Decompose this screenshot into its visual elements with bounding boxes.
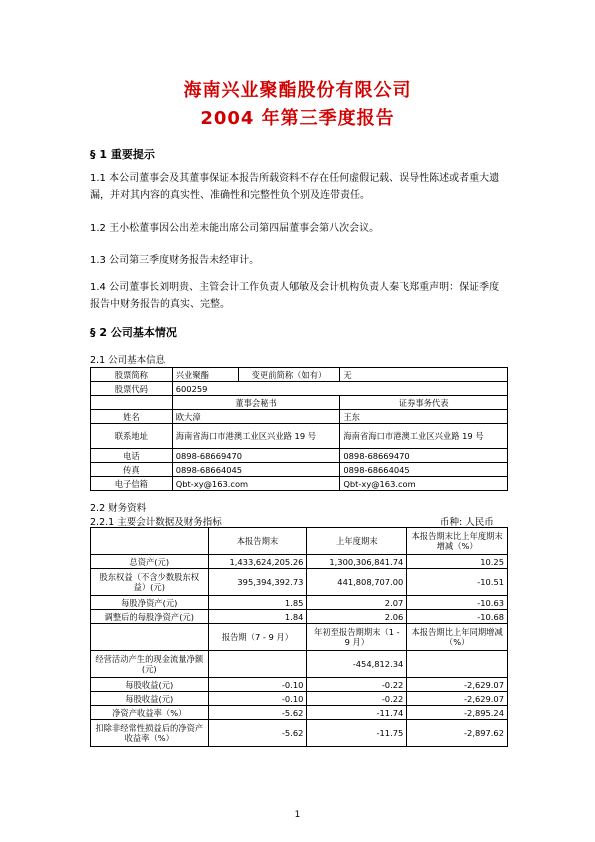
notice-1-4: 1.4 公司董事长刘明贵、主管会计工作负责人郇敏及会计机构负责人秦飞郑重声明：保证季度报告中财务报告的真实、完整。 — [90, 282, 500, 310]
cell-value: 1.85 — [208, 596, 307, 610]
cell-value: -10.63 — [407, 596, 508, 610]
header-period-end: 本报告期末 — [208, 528, 307, 555]
table-row — [91, 569, 508, 596]
table-row — [91, 396, 508, 410]
currency-note: 币种: 人民币 — [440, 517, 494, 528]
row-label: 经营活动产生的现金流量净额(元) — [91, 651, 209, 678]
cell-value: -0.22 — [307, 678, 407, 692]
page-number: 1 — [294, 810, 301, 820]
fax-label: 传真 — [91, 463, 173, 477]
section-1-heading: § 1 重要提示 — [90, 148, 155, 161]
cell-value: 441,808,707.00 — [307, 569, 407, 596]
section-2-heading: § 2 公司基本情况 — [90, 326, 177, 339]
row-label: 净资产收益率（%） — [91, 706, 209, 720]
table-row — [91, 382, 508, 396]
table-row — [91, 706, 508, 720]
header-prev-year-end: 上年度期末 — [307, 528, 407, 555]
cell-value: -10.68 — [407, 610, 508, 624]
cell-value: -10.51 — [407, 569, 508, 596]
cell-value: -0.22 — [307, 692, 407, 706]
table-row — [91, 624, 508, 651]
row-label: 总资产(元) — [91, 555, 209, 569]
row-label: 扣除非经常性损益后的净资产收益率（%） — [91, 720, 209, 747]
board-secretary-header: 董事会秘书 — [172, 396, 340, 410]
rep-email[interactable]: Qbt-xy@163.com — [340, 477, 508, 491]
cell-value: 2.06 — [307, 610, 407, 624]
name-label: 姓名 — [91, 410, 173, 424]
stock-code-label: 股票代码 — [91, 382, 173, 396]
notice-1-1: 1.1 本公司董事会及其董事保证本报告所载资料不存在任何虚假记载、误导性陈述或者重大遗漏，并对其内容的真实性、准确性和完整性负个别及连带责任。 — [90, 173, 500, 201]
cell-value: -454,812.34 — [307, 651, 407, 678]
cell-value: -0.10 — [208, 678, 307, 692]
stock-abbr-value: 兴业聚酯 — [172, 368, 238, 382]
securities-rep-header: 证券事务代表 — [340, 396, 508, 410]
table-row — [91, 449, 508, 463]
header-ytd: 年初至报告期期末（1 - 9 月） — [307, 624, 407, 651]
row-label: 每股净资产(元) — [91, 596, 209, 610]
table-row — [91, 424, 508, 449]
table-row — [91, 692, 508, 706]
notice-1-2: 1.2 王小松董事因公出差未能出席公司第四届董事会第八次会议。 — [90, 223, 380, 234]
row-label: 每股收益(元) — [91, 678, 209, 692]
table-row — [91, 368, 508, 382]
header-yoy-change: 本报告期比上年同期增减（%） — [407, 624, 508, 651]
notice-1-3: 1.3 公司第三季度财务报告未经审计。 — [90, 255, 260, 266]
cell-value: 1.84 — [208, 610, 307, 624]
cell-value: 1,300,306,841.74 — [307, 555, 407, 569]
cell-value: -5.62 — [208, 706, 307, 720]
table-row — [91, 410, 508, 424]
subsection-2-2: 2.2 财务资料 — [90, 503, 147, 514]
rep-tel: 0898-68669470 — [340, 449, 508, 463]
cell-value: -11.74 — [307, 706, 407, 720]
secretary-tel: 0898-68669470 — [172, 449, 340, 463]
company-info-table — [90, 367, 508, 491]
secretary-email[interactable]: Qbt-xy@163.com — [172, 477, 340, 491]
cell-value: -2,629.07 — [407, 678, 508, 692]
cell-value: -5.62 — [208, 720, 307, 747]
tel-label: 电话 — [91, 449, 173, 463]
cell-value: -11.75 — [307, 720, 407, 747]
table-row — [91, 720, 508, 747]
subsection-2-2-1: 2.2.1 主要会计数据及财务指标 — [90, 517, 222, 528]
stock-abbr-label: 股票简称 — [91, 368, 173, 382]
subsection-2-1: 2.1 公司基本信息 — [90, 355, 166, 366]
table-row — [91, 463, 508, 477]
table-row — [91, 528, 508, 555]
document-title: 海南兴业聚酯股份有限公司 — [183, 80, 412, 101]
cell-value: 10.25 — [407, 555, 508, 569]
prev-abbr-value: 无 — [340, 368, 508, 382]
row-label: 调整后的每股净资产(元) — [91, 610, 209, 624]
address-label: 联系地址 — [91, 424, 173, 449]
cell-value: -2,897.62 — [407, 720, 508, 747]
cell-value: -2,629.07 — [407, 692, 508, 706]
cell-value: 1,433,624,205.26 — [208, 555, 307, 569]
secretary-name: 欧大漳 — [172, 410, 340, 424]
document-subtitle: 2004 年第三季度报告 — [200, 108, 395, 129]
table-row — [91, 678, 508, 692]
table-row — [91, 477, 508, 491]
email-label: 电子信箱 — [91, 477, 173, 491]
secretary-fax: 0898-68664045 — [172, 463, 340, 477]
table-row — [91, 596, 508, 610]
rep-name: 王东 — [340, 410, 508, 424]
rep-address: 海南省海口市港澳工业区兴业路 19 号 — [340, 424, 508, 449]
cell-value: -0.10 — [208, 692, 307, 706]
table-row — [91, 651, 508, 678]
table-row — [91, 610, 508, 624]
cell-value: 2.07 — [307, 596, 407, 610]
stock-code-value: 600259 — [172, 382, 507, 396]
row-label: 股东权益（不含少数股东权益）(元) — [91, 569, 209, 596]
cell-value — [208, 651, 307, 678]
cell-value — [407, 651, 508, 678]
rep-fax: 0898-68664045 — [340, 463, 508, 477]
cell-value: -2,895.24 — [407, 706, 508, 720]
secretary-address: 海南省海口市港澳工业区兴业路 19 号 — [172, 424, 340, 449]
cell-value: 395,394,392.73 — [208, 569, 307, 596]
row-label: 每股收益(元) — [91, 692, 209, 706]
table-row — [91, 555, 508, 569]
header-report-period: 报告期（7 - 9 月） — [208, 624, 307, 651]
prev-abbr-label: 变更前简称（如有） — [238, 368, 340, 382]
financial-indicators-table — [90, 527, 508, 747]
header-change-pct: 本报告期末比上年度期末增减（%） — [407, 528, 508, 555]
